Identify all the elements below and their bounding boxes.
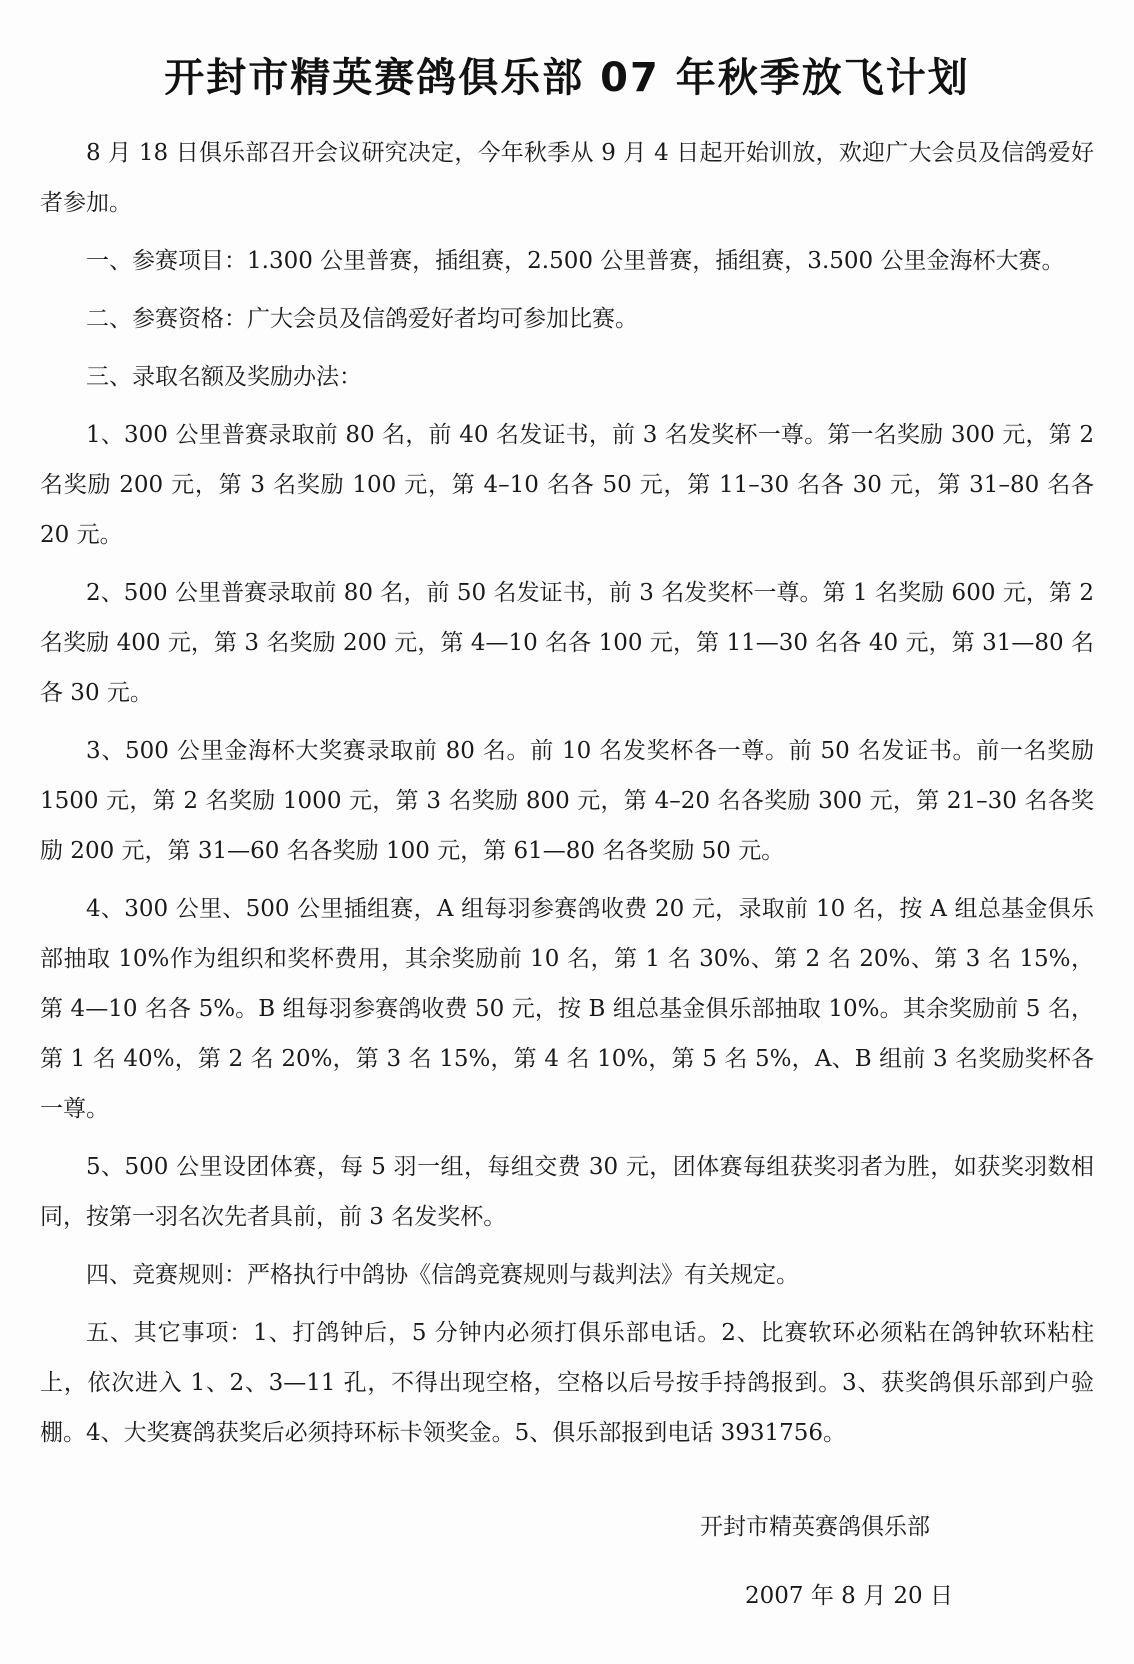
signature-date: 2007 年 8 月 20 日 bbox=[745, 1583, 953, 1609]
paragraph-events: 一、参赛项目：1.300 公里普赛，插组赛，2.500 公里普赛，插组赛，3.500 公里金海杯大赛。 bbox=[86, 248, 1065, 274]
paragraph-award-group-race: 4、300 公里、500 公里插组赛，A 组每羽参赛鸽收费 20 元，录取前 10 名，按 A 组总基金俱乐部抽取 10%作为组织和奖杯费用，其余奖励前 10 名，第 1 名 30%、第 2 名 20%、第 3 名 15%，第 4—10 名各 5%。B 组每羽参赛鸽收费 50 元，按 B 组总基金俱乐部抽取 10%。其余奖励前 5 名，第 1 名 40%，第 2 名 20%，第 3 名 15%，第 4 名 10%，第 5 名 5%，A、B 组前 3 名奖励奖杯各一尊。 bbox=[40, 896, 1094, 1122]
paragraph-rules: 四、竞赛规则：严格执行中鸽协《信鸽竞赛规则与裁判法》有关规定。 bbox=[86, 1262, 799, 1288]
paragraph-award-500km: 2、500 公里普赛录取前 80 名，前 50 名发证书，前 3 名发奖杯一尊。第 1 名奖励 600 元，第 2 名奖励 400 元，第 3 名奖励 200 元，第 4—10 名各 100 元，第 11—30 名各 40 元，第 31—80 名各 30 元。 bbox=[40, 580, 1094, 706]
document-title: 开封市精英赛鸽俱乐部 07 年秋季放飞计划 bbox=[164, 55, 970, 101]
paragraph-other-matters: 五、其它事项：1、打鸽钟后，5 分钟内必须打俱乐部电话。2、比赛软环必须粘在鸽钟软环粘柱上，依次进入 1、2、3—11 孔，不得出现空格，空格以后号按手持鸽报到。3、获奖鸽俱乐部到户验棚。4、大奖赛鸽获奖后必须持环标卡领奖金。5、俱乐部报到电话 3931756。 bbox=[40, 1320, 1094, 1446]
paragraph-award-jinhai-cup: 3、500 公里金海杯大奖赛录取前 80 名。前 10 名发奖杯各一尊。前 50 名发证书。前一名奖励 1500 元，第 2 名奖励 1000 元，第 3 名奖励 800 元，第 4–20 名各奖励 300 元，第 21–30 名各奖励 200 元，第 31—60 名各奖励 100 元，第 61—80 名各奖励 50 元。 bbox=[40, 738, 1094, 864]
paragraph-award-team-race: 5、500 公里设团体赛，每 5 羽一组，每组交费 30 元，团体赛每组获奖羽者为胜，如获奖羽数相同，按第一羽名次先者具前，前 3 名发奖杯。 bbox=[40, 1154, 1094, 1230]
document-body bbox=[40, 128, 1094, 1466]
paragraph-award-300km: 1、300 公里普赛录取前 80 名，前 40 名发证书，前 3 名发奖杯一尊。第一名奖励 300 元，第 2 名奖励 200 元，第 3 名奖励 100 元，第 4–10 名各 50 元，第 11–30 名各 30 元，第 31–80 名各 20 元。 bbox=[40, 422, 1094, 548]
paragraph-intro: 8 月 18 日俱乐部召开会议研究决定，今年秋季从 9 月 4 日起开始训放，欢迎广大会员及信鸽爱好者参加。 bbox=[40, 140, 1094, 216]
paragraph-awards-heading: 三、录取名额及奖励办法： bbox=[86, 364, 362, 390]
paragraph-eligibility: 二、参赛资格：广大会员及信鸽爱好者均可参加比赛。 bbox=[86, 306, 638, 332]
signature-club-name: 开封市精英赛鸽俱乐部 bbox=[700, 1514, 930, 1540]
